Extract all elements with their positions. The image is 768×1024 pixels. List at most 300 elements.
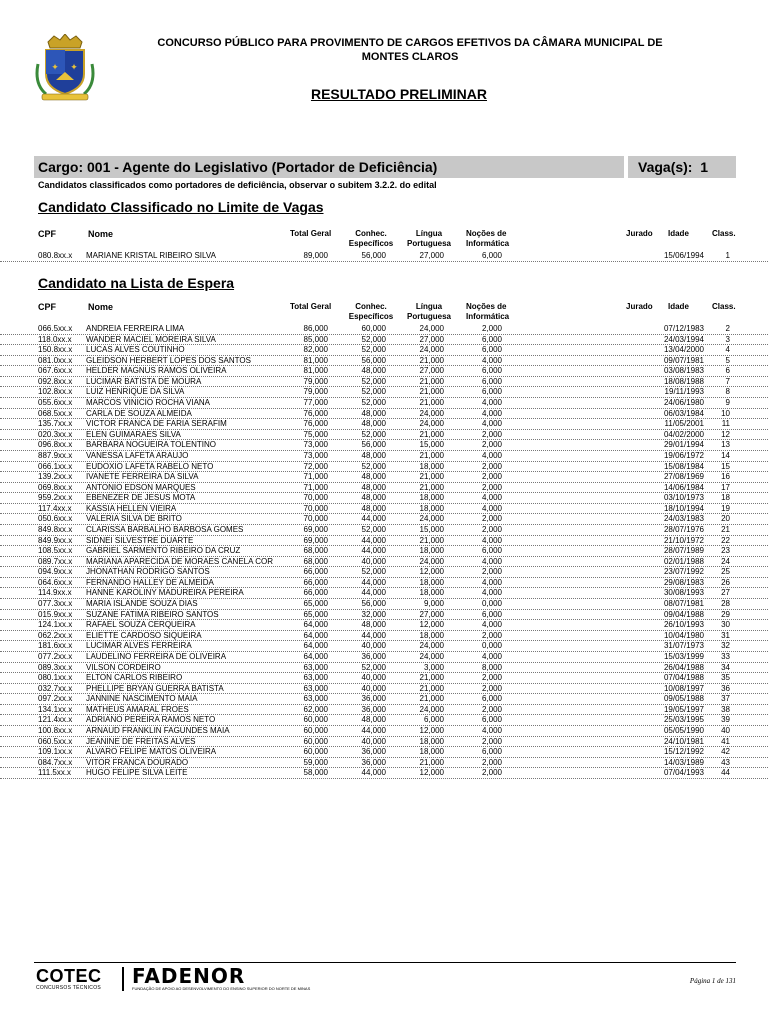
name-cell: VALERIA SILVA DE BRITO	[86, 514, 182, 524]
table-row	[0, 546, 768, 557]
conhec-cell: 44,000	[361, 577, 386, 587]
conhec-cell: 40,000	[361, 683, 386, 693]
lingua-cell: 21,000	[419, 472, 444, 482]
conhec-cell: 52,000	[361, 524, 386, 534]
birthdate-cell: 15/06/1994	[663, 251, 704, 260]
class-cell: 24	[721, 556, 730, 566]
nocoes-cell: 2,000	[481, 461, 502, 471]
conhec-cell: 52,000	[361, 334, 386, 344]
name-cell: JEANINE DE FREITAS ALVES	[86, 736, 196, 746]
lingua-cell: 24,000	[419, 419, 444, 429]
nocoes-cell: 6,000	[481, 334, 502, 344]
lingua-cell: 21,000	[419, 694, 444, 704]
cpf-cell: 015.9xx.x	[38, 609, 73, 619]
total-cell: 86,000	[303, 324, 328, 333]
table-row	[0, 514, 768, 525]
name-cell: MARIANE KRISTAL RIBEIRO SILVA	[86, 251, 216, 260]
nocoes-cell: 4,000	[481, 620, 502, 630]
class-cell: 12	[721, 429, 730, 439]
lingua-cell: 18,000	[419, 461, 444, 471]
nocoes-cell: 2,000	[481, 429, 502, 439]
col-nocoes: Noções de Informática	[466, 229, 510, 248]
cpf-cell: 089.7xx.x	[38, 556, 73, 566]
cpf-cell: 150.8xx.x	[38, 345, 73, 355]
table-row	[0, 493, 768, 504]
table-row	[0, 462, 768, 473]
total-cell: 63,000	[303, 694, 328, 704]
lingua-cell: 21,000	[419, 387, 444, 397]
conhec-cell: 56,000	[361, 440, 386, 450]
vagas-box	[628, 156, 736, 178]
lingua-cell: 15,000	[419, 524, 444, 534]
cpf-cell: 117.4xx.x	[38, 503, 72, 513]
total-cell: 66,000	[303, 588, 328, 598]
conhec-cell: 52,000	[361, 387, 386, 397]
cpf-cell: 064.6xx.x	[38, 577, 73, 587]
lingua-cell: 24,000	[419, 514, 444, 524]
birthdate-cell: 06/03/1984	[663, 408, 704, 418]
birthdate-cell: 25/03/1995	[663, 715, 704, 725]
total-cell: 89,000	[303, 251, 328, 260]
birthdate-cell: 24/06/1980	[663, 398, 704, 408]
class-cell: 13	[721, 440, 730, 450]
contest-title-line2: MONTES CLAROS	[361, 51, 459, 63]
class-cell: 2	[725, 324, 730, 333]
nocoes-cell: 6,000	[481, 546, 502, 556]
nocoes-cell: 4,000	[481, 725, 502, 735]
table-row	[0, 631, 768, 642]
logo-divider	[122, 967, 124, 991]
total-cell: 76,000	[303, 408, 328, 418]
total-cell: 68,000	[303, 556, 328, 566]
lingua-cell: 21,000	[419, 683, 444, 693]
class-cell: 40	[721, 725, 730, 735]
table-row	[0, 525, 768, 536]
class-cell: 30	[721, 620, 730, 630]
birthdate-cell: 18/08/1988	[663, 376, 704, 386]
name-cell: VICTOR FRANCA DE FARIA SERAFIM	[86, 419, 227, 429]
table-row	[0, 366, 768, 377]
conhec-cell: 60,000	[361, 324, 386, 333]
total-cell: 60,000	[303, 715, 328, 725]
cpf-cell: 114.9xx.x	[38, 588, 72, 598]
column-header-limit	[0, 229, 768, 253]
class-cell: 9	[725, 398, 730, 408]
class-cell: 38	[721, 704, 730, 714]
col-conhec: Conhec. Específicos	[348, 302, 394, 321]
table-row	[0, 451, 768, 462]
class-cell: 6	[725, 366, 730, 376]
contest-title	[110, 36, 710, 64]
name-cell: CARLA DE SOUZA ALMEIDA	[86, 408, 192, 418]
total-cell: 70,000	[303, 503, 328, 513]
table-row	[0, 768, 768, 779]
contest-title-line1: CONCURSO PÚBLICO PARA PROVIMENTO DE CARGOS EFETIVOS DA CÂMARA MUNICIPAL DE	[157, 37, 663, 49]
nocoes-cell: 2,000	[481, 472, 502, 482]
table-row	[0, 694, 768, 705]
nocoes-cell: 4,000	[481, 408, 502, 418]
col-conhec: Conhec. Específicos	[348, 229, 394, 248]
lingua-cell: 6,000	[423, 715, 444, 725]
table-row	[0, 557, 768, 568]
birthdate-cell: 15/12/1992	[663, 747, 704, 757]
name-cell: ARNAUD FRANKLIN FAGUNDES MAIA	[86, 725, 230, 735]
lingua-cell: 24,000	[419, 324, 444, 333]
cpf-cell: 134.1xx.x	[38, 704, 73, 714]
lingua-cell: 24,000	[419, 704, 444, 714]
birthdate-cell: 19/06/1972	[663, 450, 704, 460]
name-cell: RAFAEL SOUZA CERQUEIRA	[86, 620, 196, 630]
nocoes-cell: 4,000	[481, 450, 502, 460]
cpf-cell: 121.4xx.x	[38, 715, 73, 725]
class-cell: 20	[721, 514, 730, 524]
total-cell: 76,000	[303, 419, 328, 429]
nocoes-cell: 6,000	[481, 715, 502, 725]
class-cell: 7	[725, 376, 730, 386]
class-cell: 25	[721, 567, 730, 577]
table-row	[0, 324, 768, 335]
name-cell: IVANETE FERREIRA DA SILVA	[86, 472, 199, 482]
birthdate-cell: 19/05/1997	[663, 704, 704, 714]
table-row	[0, 440, 768, 451]
cpf-cell: 181.6xx.x	[38, 641, 73, 651]
total-cell: 60,000	[303, 747, 328, 757]
class-cell: 18	[721, 493, 730, 503]
total-cell: 71,000	[303, 472, 328, 482]
lingua-cell: 18,000	[419, 736, 444, 746]
conhec-cell: 36,000	[361, 704, 386, 714]
conhec-cell: 48,000	[361, 493, 386, 503]
table-row	[0, 356, 768, 367]
table-row	[0, 599, 768, 610]
conhec-cell: 36,000	[361, 747, 386, 757]
conhec-cell: 52,000	[361, 567, 386, 577]
table-row	[0, 409, 768, 420]
table-row	[0, 419, 768, 430]
name-cell: BARBARA NOGUEIRA TOLENTINO	[86, 440, 216, 450]
nocoes-cell: 2,000	[481, 440, 502, 450]
birthdate-cell: 28/07/1976	[663, 524, 704, 534]
lingua-cell: 24,000	[419, 641, 444, 651]
class-cell: 29	[721, 609, 730, 619]
name-cell: PHELLIPE BRYAN GUERRA BATISTA	[86, 683, 224, 693]
birthdate-cell: 04/02/2000	[663, 429, 704, 439]
class-cell: 21	[721, 524, 730, 534]
lingua-cell: 18,000	[419, 577, 444, 587]
nocoes-cell: 6,000	[481, 345, 502, 355]
col-class: Class.	[712, 229, 736, 238]
lingua-cell: 24,000	[419, 408, 444, 418]
cpf-cell: 887.9xx.x	[38, 450, 73, 460]
name-cell: HELDER MAGNUS RAMOS OLIVEIRA	[86, 366, 227, 376]
birthdate-cell: 31/07/1973	[663, 641, 704, 651]
nocoes-cell: 4,000	[481, 535, 502, 545]
nocoes-cell: 6,000	[481, 609, 502, 619]
name-cell: FERNANDO HALLEY DE ALMEIDA	[86, 577, 214, 587]
conhec-cell: 48,000	[361, 715, 386, 725]
cpf-cell: 060.5xx.x	[38, 736, 73, 746]
conhec-cell: 36,000	[361, 651, 386, 661]
name-cell: JANNINE NASCIMENTO MAIA	[86, 694, 198, 704]
total-cell: 69,000	[303, 524, 328, 534]
birthdate-cell: 27/08/1969	[663, 472, 704, 482]
total-cell: 64,000	[303, 641, 328, 651]
col-idade: Idade	[668, 302, 689, 311]
name-cell: LUIZ HENRIQUE DA SILVA	[86, 387, 185, 397]
wait-rows	[0, 324, 768, 779]
cargo-label: Cargo: 001 - Agente do Legislativo (Portador de Deficiência)	[34, 156, 628, 178]
birthdate-cell: 19/11/1993	[664, 387, 704, 397]
footer-divider	[34, 962, 736, 963]
conhec-cell: 52,000	[361, 376, 386, 386]
total-cell: 77,000	[303, 398, 328, 408]
conhec-cell: 40,000	[361, 556, 386, 566]
birthdate-cell: 15/08/1984	[663, 461, 704, 471]
cpf-cell: 020.3xx.x	[38, 429, 73, 439]
nocoes-cell: 4,000	[481, 588, 502, 598]
cpf-cell: 062.2xx.x	[38, 630, 73, 640]
lingua-cell: 18,000	[419, 503, 444, 513]
page-number: Página 1 de 131	[689, 977, 736, 985]
conhec-cell: 48,000	[361, 482, 386, 492]
class-cell: 5	[725, 355, 730, 365]
class-cell: 23	[721, 546, 730, 556]
col-nome: Nome	[88, 229, 114, 239]
nocoes-cell: 2,000	[481, 482, 502, 492]
birthdate-cell: 21/10/1972	[663, 535, 704, 545]
cpf-cell: 081.0xx.x	[38, 355, 73, 365]
total-cell: 85,000	[303, 334, 328, 344]
col-lingua: Língua Portuguesa	[406, 302, 451, 321]
name-cell: ELTON CARLOS RIBEIRO	[86, 673, 183, 683]
class-cell: 15	[721, 461, 730, 471]
lingua-cell: 24,000	[419, 556, 444, 566]
nocoes-cell: 4,000	[481, 355, 502, 365]
class-cell: 10	[721, 408, 730, 418]
total-cell: 73,000	[303, 450, 328, 460]
table-row	[0, 430, 768, 441]
cpf-cell: 135.7xx.x	[38, 419, 73, 429]
cpf-cell: 097.2xx.x	[38, 694, 73, 704]
conhec-cell: 56,000	[361, 355, 386, 365]
cpf-cell: 139.2xx.x	[38, 472, 73, 482]
conhec-cell: 48,000	[361, 408, 386, 418]
cpf-cell: 084.7xx.x	[38, 757, 73, 767]
nocoes-cell: 6,000	[481, 387, 502, 397]
nocoes-cell: 4,000	[481, 577, 502, 587]
nocoes-cell: 6,000	[481, 366, 502, 376]
total-cell: 70,000	[303, 493, 328, 503]
name-cell: VITOR FRANCA DOURADO	[86, 757, 189, 767]
total-cell: 79,000	[303, 387, 328, 397]
cpf-cell: 080.8xx.x	[38, 251, 73, 260]
table-row	[0, 398, 768, 409]
class-cell: 22	[721, 535, 730, 545]
conhec-cell: 48,000	[361, 620, 386, 630]
table-row	[0, 578, 768, 589]
lingua-cell: 9,000	[423, 599, 444, 609]
total-cell: 63,000	[303, 683, 328, 693]
nocoes-cell: 4,000	[481, 419, 502, 429]
class-cell: 27	[721, 588, 730, 598]
table-row	[0, 684, 768, 695]
cpf-cell: 067.6xx.x	[38, 366, 73, 376]
conhec-cell: 44,000	[361, 546, 386, 556]
name-cell: HUGO FELIPE SILVA LEITE	[86, 768, 188, 778]
nocoes-cell: 4,000	[481, 651, 502, 661]
lingua-cell: 12,000	[419, 725, 444, 735]
cpf-cell: 124.1xx.x	[38, 620, 73, 630]
conhec-cell: 52,000	[361, 398, 386, 408]
birthdate-cell: 10/08/1997	[663, 683, 704, 693]
total-cell: 82,000	[303, 345, 328, 355]
conhec-cell: 52,000	[361, 461, 386, 471]
col-nocoes: Noções de Informática	[466, 302, 510, 321]
name-cell: ADRIANO PEREIRA RAMOS NETO	[86, 715, 216, 725]
conhec-cell: 44,000	[361, 514, 386, 524]
total-cell: 68,000	[303, 546, 328, 556]
name-cell: MARIANA APARECIDA DE MORAES CANELA COR	[86, 556, 274, 566]
limit-rows	[0, 251, 768, 262]
nocoes-cell: 2,000	[481, 757, 502, 767]
table-row	[0, 588, 768, 599]
name-cell: JHONATHAN RODRIGO SANTOS	[86, 567, 210, 577]
table-row	[0, 377, 768, 388]
total-cell: 73,000	[303, 440, 328, 450]
name-cell: WANDER MACIEL MOREIRA SILVA	[86, 334, 216, 344]
cpf-cell: 959.2xx.x	[38, 493, 73, 503]
class-cell: 39	[721, 715, 730, 725]
conhec-cell: 32,000	[361, 609, 386, 619]
name-cell: GABRIEL SARMENTO RIBEIRO DA CRUZ	[86, 546, 241, 556]
name-cell: VILSON CORDEIRO	[86, 662, 161, 672]
birthdate-cell: 14/03/1989	[663, 757, 704, 767]
class-cell: 34	[721, 662, 730, 672]
conhec-cell: 56,000	[361, 251, 386, 260]
name-cell: LUCAS ALVES COUTINHO	[86, 345, 185, 355]
lingua-cell: 21,000	[419, 450, 444, 460]
name-cell: ALVARO FELIPE MATOS OLIVEIRA	[86, 747, 217, 757]
birthdate-cell: 29/08/1983	[663, 577, 704, 587]
lingua-cell: 18,000	[419, 630, 444, 640]
table-row	[0, 610, 768, 621]
birthdate-cell: 09/07/1981	[663, 355, 704, 365]
birthdate-cell: 07/04/1993	[663, 768, 704, 778]
name-cell: SUZANE FATIMA RIBEIRO SANTOS	[86, 609, 219, 619]
cpf-cell: 066.1xx.x	[38, 461, 73, 471]
conhec-cell: 44,000	[361, 768, 386, 778]
conhec-cell: 48,000	[361, 472, 386, 482]
class-cell: 32	[721, 641, 730, 651]
total-cell: 64,000	[303, 651, 328, 661]
total-cell: 65,000	[303, 599, 328, 609]
lingua-cell: 24,000	[419, 345, 444, 355]
conhec-cell: 36,000	[361, 757, 386, 767]
total-cell: 59,000	[303, 757, 328, 767]
nocoes-cell: 2,000	[481, 567, 502, 577]
vagas-value: 1	[700, 159, 709, 175]
conhec-cell: 40,000	[361, 736, 386, 746]
total-cell: 72,000	[303, 461, 328, 471]
fadenor-logo: FADENOR	[132, 964, 246, 988]
class-cell: 8	[725, 387, 730, 397]
nocoes-cell: 4,000	[481, 503, 502, 513]
lingua-cell: 27,000	[419, 609, 444, 619]
lingua-cell: 21,000	[419, 482, 444, 492]
table-row	[0, 747, 768, 758]
conhec-cell: 44,000	[361, 725, 386, 735]
class-cell: 26	[721, 577, 730, 587]
cpf-cell: 077.3xx.x	[38, 599, 73, 609]
class-cell: 19	[721, 503, 730, 513]
cpf-cell: 096.8xx.x	[38, 440, 73, 450]
conhec-cell: 40,000	[361, 673, 386, 683]
table-row	[0, 345, 768, 356]
table-row	[0, 663, 768, 674]
lingua-cell: 12,000	[419, 567, 444, 577]
col-nome: Nome	[88, 302, 114, 312]
conhec-cell: 52,000	[361, 662, 386, 672]
total-cell: 70,000	[303, 514, 328, 524]
lingua-cell: 12,000	[419, 620, 444, 630]
total-cell: 64,000	[303, 630, 328, 640]
cpf-cell: 108.5xx.x	[38, 546, 73, 556]
birthdate-cell: 24/03/1983	[663, 514, 704, 524]
birthdate-cell: 14/06/1984	[663, 482, 704, 492]
total-cell: 81,000	[303, 355, 328, 365]
lingua-cell: 18,000	[419, 493, 444, 503]
class-cell: 16	[721, 472, 730, 482]
birthdate-cell: 24/03/1994	[663, 334, 704, 344]
nocoes-cell: 6,000	[481, 694, 502, 704]
birthdate-cell: 23/07/1992	[663, 567, 704, 577]
table-row	[0, 335, 768, 346]
class-cell: 41	[721, 736, 730, 746]
col-total: Total Geral	[290, 229, 332, 238]
birthdate-cell: 10/04/1980	[663, 630, 704, 640]
birthdate-cell: 09/04/1988	[663, 609, 704, 619]
name-cell: LUCIMAR BATISTA DE MOURA	[86, 376, 202, 386]
birthdate-cell: 03/08/1983	[663, 366, 704, 376]
column-header-wait	[0, 302, 768, 326]
name-cell: KASSIA HELLEN VIEIRA	[86, 503, 177, 513]
birthdate-cell: 18/10/1994	[663, 503, 704, 513]
total-cell: 60,000	[303, 725, 328, 735]
class-cell: 14	[721, 450, 730, 460]
col-total: Total Geral	[290, 302, 332, 311]
lingua-cell: 21,000	[419, 398, 444, 408]
table-row	[0, 387, 768, 398]
class-cell: 42	[721, 747, 730, 757]
deficiency-note: Candidatos classificados como portadores de deficiência, observar o subitem 3.2.2. do edital	[38, 180, 437, 190]
cotec-logo: COTEC	[36, 966, 102, 986]
birthdate-cell: 30/08/1993	[663, 588, 704, 598]
lingua-cell: 12,000	[419, 768, 444, 778]
nocoes-cell: 2,000	[481, 514, 502, 524]
conhec-cell: 40,000	[361, 641, 386, 651]
class-cell: 3	[725, 334, 730, 344]
name-cell: EUDOXIO LAFETA RABELO NETO	[86, 461, 214, 471]
name-cell: ELEN GUIMARAES SILVA	[86, 429, 181, 439]
table-row	[0, 705, 768, 716]
nocoes-cell: 2,000	[481, 630, 502, 640]
birthdate-cell: 02/01/1988	[663, 556, 704, 566]
nocoes-cell: 6,000	[481, 251, 502, 260]
cpf-cell: 055.6xx.x	[38, 398, 73, 408]
class-cell: 4	[725, 345, 730, 355]
birthdate-cell: 09/05/1988	[663, 694, 704, 704]
cotec-subtitle: CONCURSOS TÉCNICOS	[36, 985, 102, 991]
